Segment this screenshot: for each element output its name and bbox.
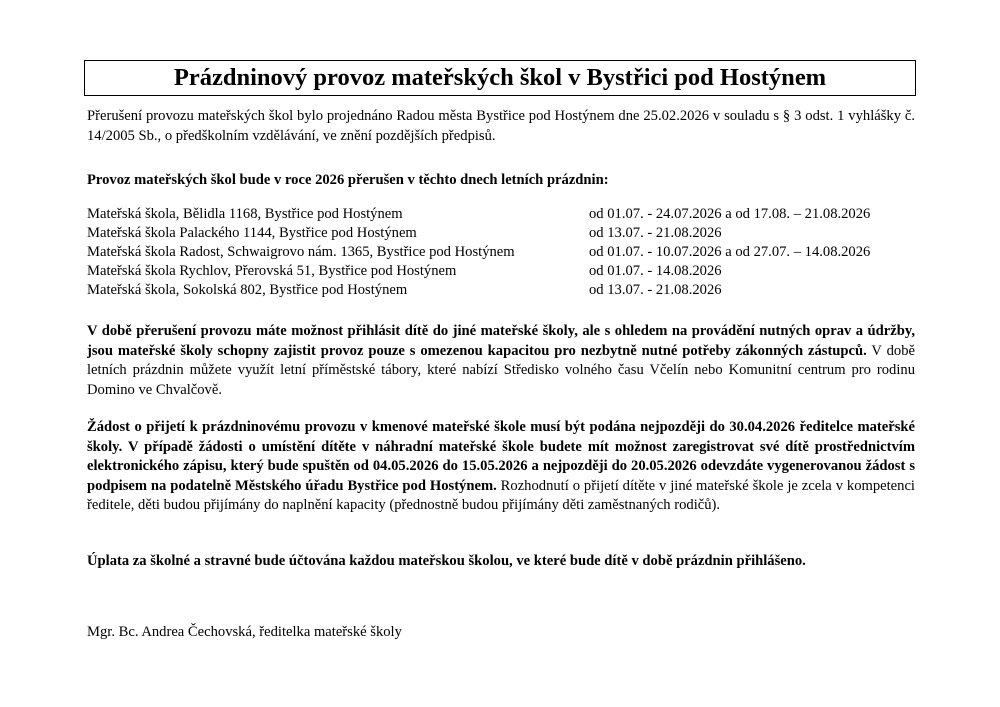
school-name: Mateřská škola Rychlov, Přerovská 51, Bystřice pod Hostýnem <box>87 263 457 279</box>
application-bold-text: Žádost o přijetí k prázdninovému provozu v kmenové mateřské škole musí být podána nejpozději do 30.04.2026 ředitelce mateřské školy. V případě žádosti o umístění dítěte v náhradní mateřské škole budete mít možnost zaregistrovat své dítě prostřednictvím elektronického zápisu, který bude spuštěn od 04.05.2026 do 15.05.2026 a nejpozději do 20.05.2026 odevzdáte vygenerovanou žádost s podpisem na podatelně Městského úřadu Bystřice pod Hostýnem. <box>87 419 915 494</box>
list-item <box>87 224 917 243</box>
list-item <box>87 281 917 300</box>
alternative-care-text: V době letních prázdnin můžete využít letní příměstské tábory, které nabízí Středisko volného času Včelín nebo Komunitní centrum pro rodinu Domino ve Chvalčově. <box>87 342 915 398</box>
school-name: Mateřská škola, Sokolská 802, Bystřice pod Hostýnem <box>87 282 408 298</box>
closure-heading: Provoz mateřských škol bude v roce 2026 přerušen v těchto dnech letních prázdnin: <box>87 172 609 188</box>
list-item <box>87 205 917 224</box>
school-name: Mateřská škola Palackého 1144, Bystřice pod Hostýnem <box>87 225 417 241</box>
list-item <box>87 262 917 281</box>
page-title: Prázdninový provoz mateřských škol v Bystřici pod Hostýnem <box>173 64 827 91</box>
school-name: Mateřská škola, Bělidla 1168, Bystřice pod Hostýnem <box>87 206 403 222</box>
school-closure-dates: od 01.07. - 10.07.2026 a od 27.07. – 14.08.2026 <box>589 244 871 260</box>
school-closure-dates: od 13.07. - 21.08.2026 <box>589 282 722 298</box>
school-closure-dates: od 13.07. - 21.08.2026 <box>589 225 722 241</box>
school-closure-dates: od 01.07. - 24.07.2026 a od 17.08. – 21.08.2026 <box>589 206 871 222</box>
title-box <box>84 60 916 96</box>
alternative-care-bold-text: V době přerušení provozu máte možnost přihlásit dítě do jiné mateřské školy, ale s ohledem na provádění nutných oprav a údržby, jsou mateřské školy schopny zajistit provoz pouze s omezenou kapacitou pro nezbytně nutné potřeby zákonných zástupců. <box>87 323 915 359</box>
schools-list <box>87 205 917 300</box>
alternative-care-paragraph <box>87 322 915 400</box>
school-closure-dates: od 01.07. - 14.08.2026 <box>589 263 722 279</box>
list-item <box>87 243 917 262</box>
school-name: Mateřská škola Radost, Schwaigrovo nám. 1365, Bystřice pod Hostýnem <box>87 244 515 260</box>
intro-paragraph: Přerušení provozu mateřských škol bylo projednáno Radou města Bystřice pod Hostýnem dne 25.02.2026 v souladu s § 3 odst. 1 vyhlášky č. 14/2005 Sb., o předškolním vzdělávání, ve znění pozdějších předpisů. <box>87 108 915 144</box>
fees-paragraph: Úplata za školné a stravné bude účtována každou mateřskou školou, ve které bude dítě v době prázdnin přihlášeno. <box>87 553 806 569</box>
signature: Mgr. Bc. Andrea Čechovská, ředitelka mateřské školy <box>87 624 402 640</box>
application-text: Rozhodnutí o přijetí dítěte v jiné mateřské škole je zcela v kompetenci ředitele, děti budou přijímány do naplnění kapacity (přednostně budou přijímány děti zaměstnaných rodičů). <box>87 477 915 513</box>
application-paragraph <box>87 418 915 516</box>
